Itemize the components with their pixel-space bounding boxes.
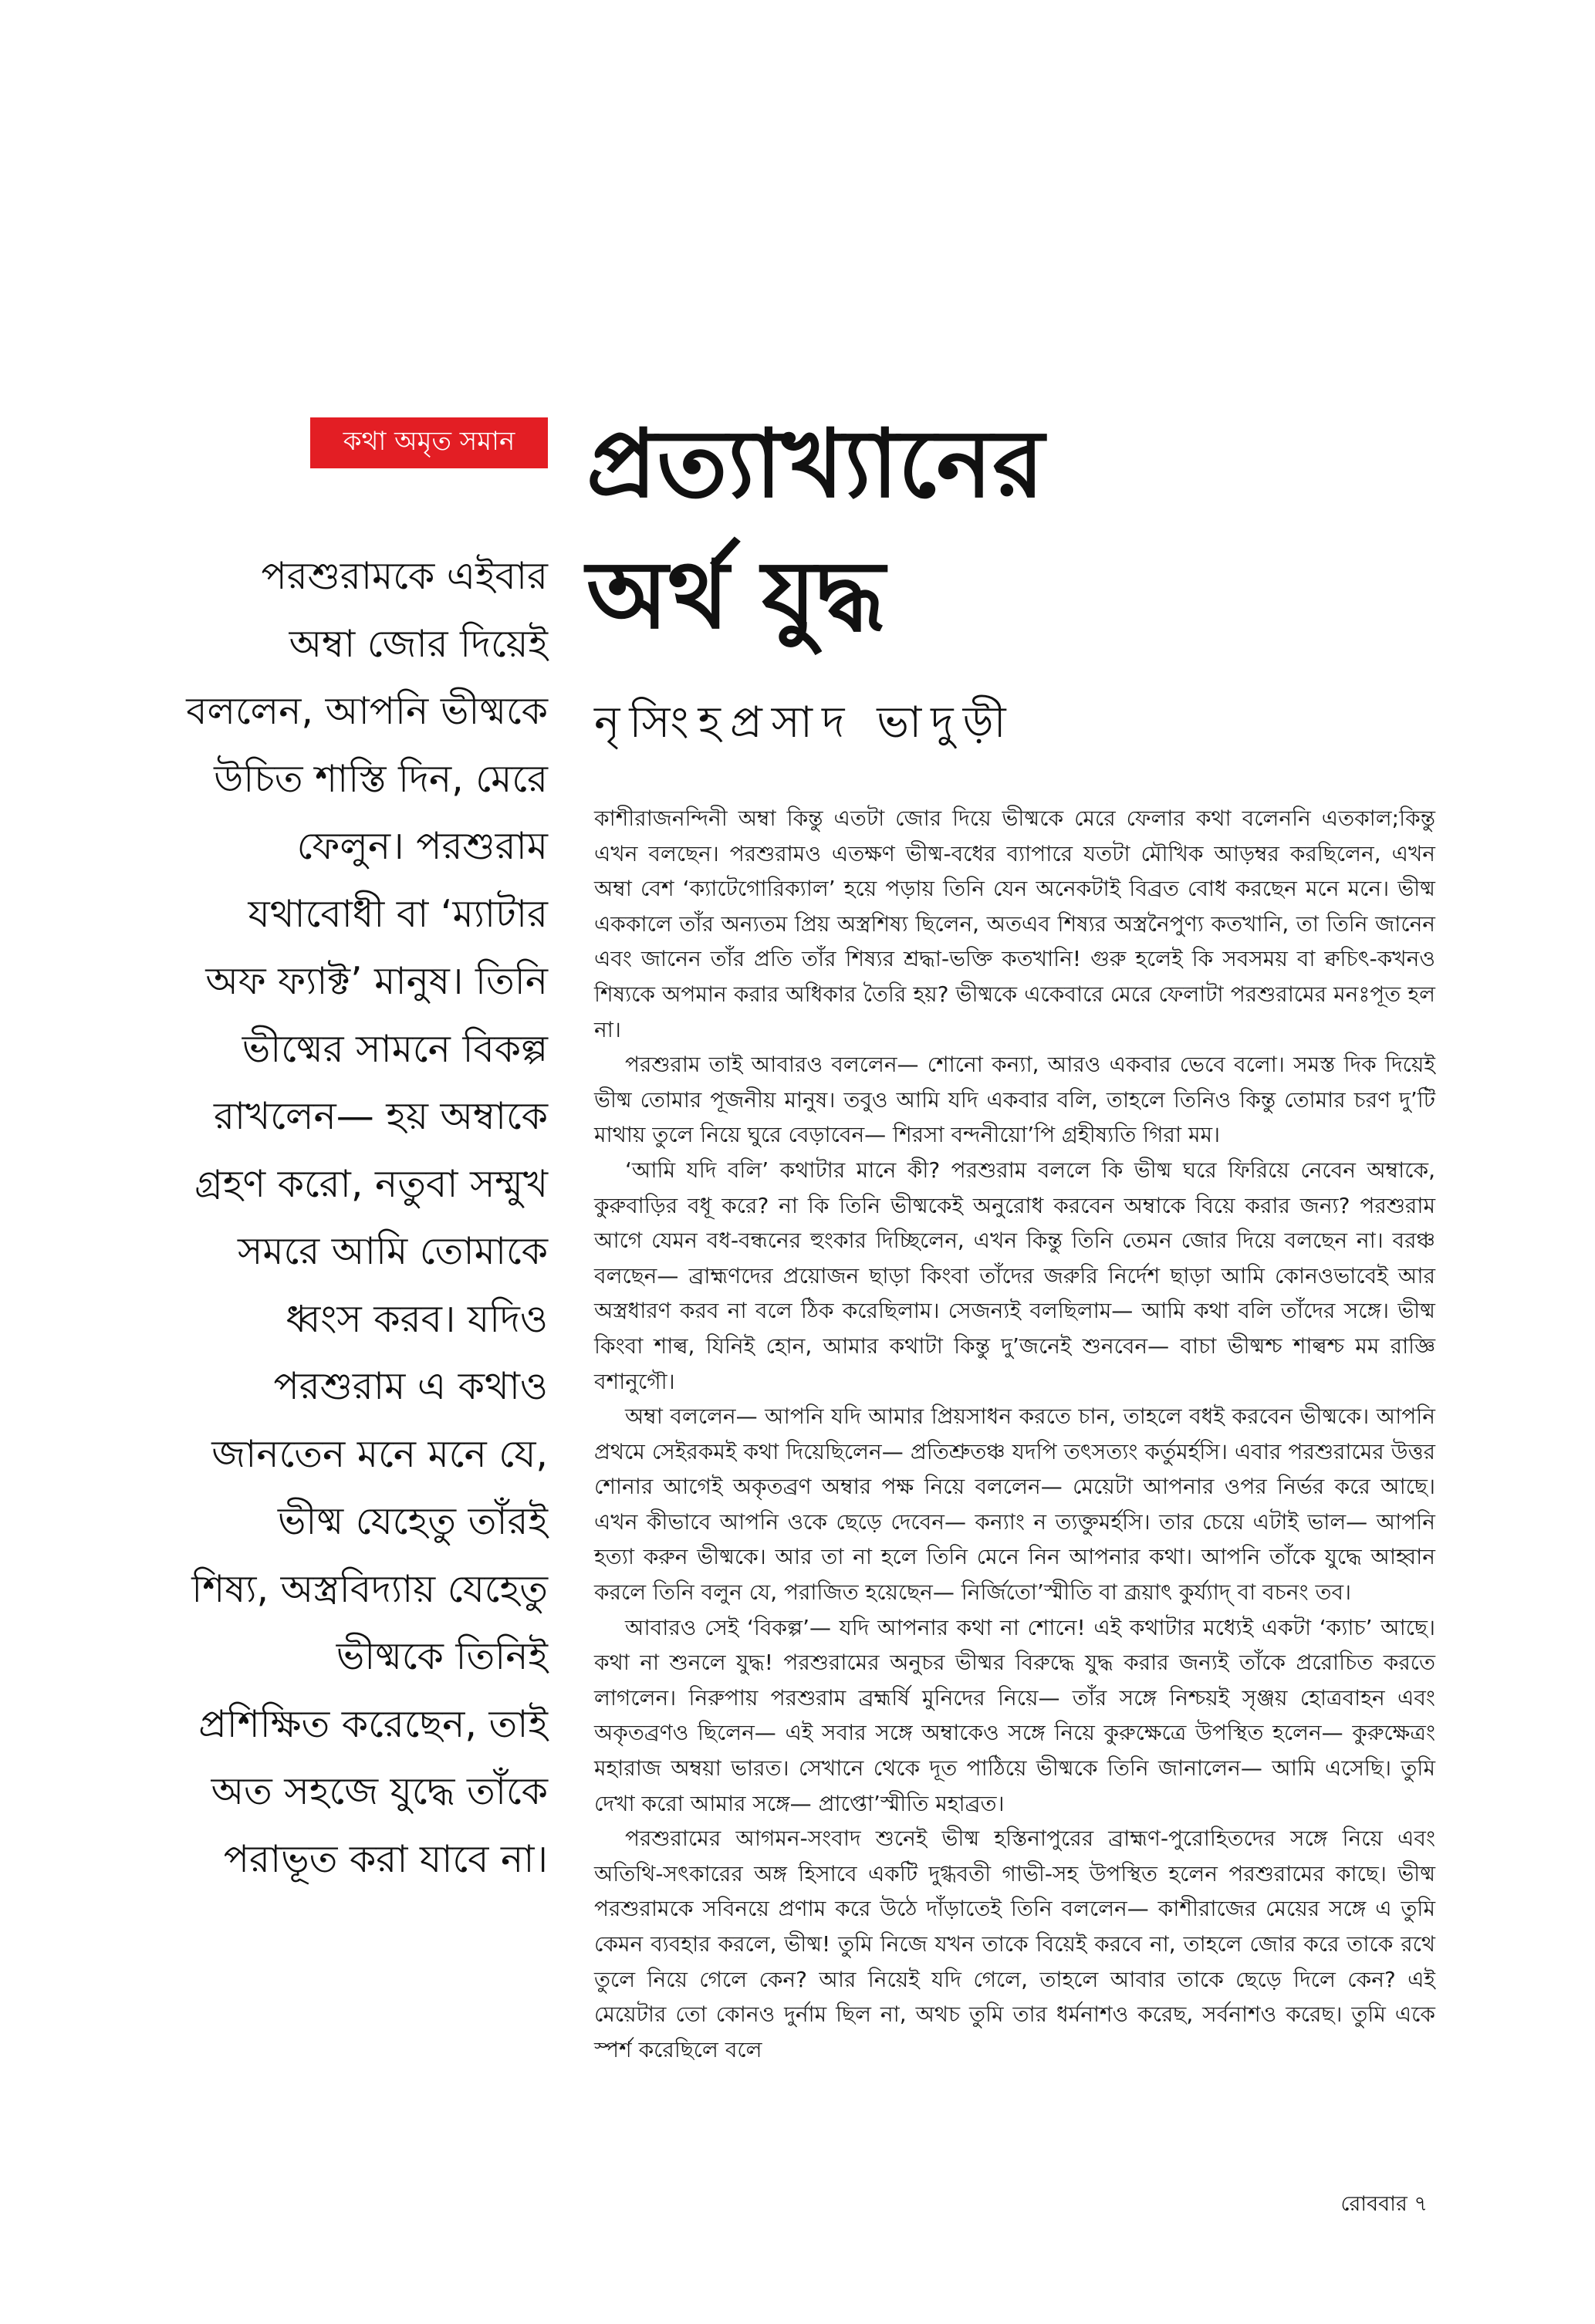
article-title: [586, 397, 1358, 660]
paragraph: অম্বা বললেন— আপনি যদি আমার প্রিয়সাধন করতে চান, তাহলে বধই করবেন ভীষ্মকে। আপনি প্রথমে সেইরকমই কথা দিয়েছিলেন— প্রতিশ্রুতঞ্চ যদপি তৎসত্যং কর্তুমর্হসি। এবার পরশুরামের উত্তর শোনার আগেই অকৃতব্রণ অম্বার পক্ষ নিয়ে বললেন— মেয়েটা আপনার ওপর নির্ভর করে আছে। এখন কীভাবে আপনি ওকে ছেড়ে দেবেন— কন্যাং ন ত্যক্তুমর্হসি। তার চেয়ে এটাই ভাল— আপনি হত্যা করুন ভীষ্মকে। আর তা না হলে তিনি মেনে নিন আপনার কথা। আপনি তাঁকে যুদ্ধে আহ্বান করলে তিনি বলুন যে, পরাজিত হয়েছেন— নির্জিতো’স্মীতি বা ব্রূয়াৎ কুর্য্যাদ্ বা বচনং তব।: [594, 1404, 1435, 1606]
pull-quote-line: প্রশিক্ষিত করেছেন, তাই: [198, 1701, 548, 1746]
pull-quote-line: উচিত শাস্তি দিন, মেরে: [214, 756, 548, 801]
pull-quote-line: যথাবোধী বা ‘ম্যাটার: [248, 891, 548, 936]
pull-quote-line: ভীষ্মের সামনে বিকল্প: [242, 1026, 548, 1071]
pull-quote-line: রাখলেন— হয় অম্বাকে: [213, 1094, 548, 1138]
paragraph: আবারও সেই ‘বিকল্প’— যদি আপনার কথা না শোনে! এই কথাটার মধ্যেই একটা ‘ক্যাচ’ আছে। কথা না শুনলে যুদ্ধ! পরশুরামের অনুচর ভীষ্মর বিরুদ্ধে যুদ্ধ করার জন্যই তাঁকে প্ররোচিত করতে লাগলেন। নিরুপায় পরশুরাম ব্রহ্মর্ষি মুনিদের নিয়ে— তাঁর সঙ্গে নিশ্চয়ই সৃঞ্জয় হোত্রবাহন এবং অকৃতব্রণও ছিলেন— এই সবার সঙ্গে অম্বাকেও সঙ্গে নিয়ে কুরুক্ষেত্রে উপস্থিত হলেন— কুরুক্ষেত্রং মহারাজ অম্বয়া ভারত। সেখানে থেকে দূত পাঠিয়ে ভীষ্মকে তিনি জানালেন— আমি এসেছি। তুমি দেখা করো আমার সঙ্গে— প্রাপ্তো’স্মীতি মহাব্রত।: [594, 1614, 1435, 1816]
title-line: অর্থ যুদ্ধ: [586, 539, 885, 650]
pull-quote-line: অত সহজে যুদ্ধে তাঁকে: [211, 1769, 548, 1813]
page-folio: রোববার ৭: [1340, 2192, 1428, 2216]
pull-quote-line: পরাভূত করা যাবে না।: [223, 1836, 548, 1881]
paragraph: কাশীরাজনন্দিনী অম্বা কিন্তু এতটা জোর দিয়ে ভীষ্মকে মেরে ফেলার কথা বলেননি এতকাল;কিন্তু এখন বলছেন। পরশুরামও এতক্ষণ ভীষ্ম-বধের ব্যাপারে যতটা মৌখিক আড়ম্বর করছিলেন, এখন অম্বা বেশ ‘ক্যাটেগোরিক্যাল’ হয়ে পড়ায় তিনি যেন অনেকটাই বিব্রত বোধ করছেন মনে মনে। ভীষ্ম এককালে তাঁর অন্যতম প্রিয় অস্ত্রশিষ্য ছিলেন, অতএব শিষ্যর অস্ত্রনৈপুণ্য কতখানি, তা তিনি জানেন এবং জানেন তাঁর প্রতি তাঁর শিষ্যর শ্রদ্ধা-ভক্তি কতখানি! গুরু হলেই কি সবসময় বা ক্বচিৎ-কখনও শিষ্যকে অপমান করার অধিকার তৈরি হয়? ভীষ্মকে একেবারে মেরে ফেলাটা পরশুরামের মনঃপূত হল না।: [594, 806, 1435, 1042]
pull-quote-line: ভীষ্ম যেহেতু তাঁরই: [277, 1499, 548, 1543]
article-body: [594, 801, 1435, 2067]
paragraph: ‘আমি যদি বলি’ কথাটার মানে কী? পরশুরাম বললে কি ভীষ্ম ঘরে ফিরিয়ে নেবেন অম্বাকে, কুরুবাড়ির বধূ করে? না কি তিনি ভীষ্মকেই অনুরোধ করবেন অম্বাকে বিয়ে করার জন্য? পরশুরাম আগে যেমন বধ-বন্ধনের হুংকার দিচ্ছিলেন, এখন কিন্তু তিনি তেমন জোর দিয়ে বলছেন না। বরঞ্চ বলছেন— ব্রাহ্মণদের প্রয়োজন ছাড়া কিংবা তাঁদের জরুরি নির্দেশ ছাড়া আমি কোনওভাবেই আর অস্ত্রধারণ করব না বলে ঠিক করেছিলাম। সেজন্যই বলছিলাম— আমি কথা বলি তাঁদের সঙ্গে। ভীষ্ম কিংবা শাল্ব, যিনিই হোন, আমার কথাটা কিন্তু দু’জনেই শুনবেন— বাচা ভীষ্মশ্চ শাল্বশ্চ মম রাজ্ঞি বশানুগৌ।: [594, 1157, 1435, 1394]
author-byline: নৃসিংহপ্রসাদ ভাদুড়ী: [594, 698, 1015, 748]
pull-quote-line: পরশুরাম এ কথাও: [273, 1364, 548, 1408]
pull-quote-line: পরশুরামকে এইবার: [261, 554, 548, 598]
pull-quote-line: ধ্বংস করব। যদিও: [286, 1296, 548, 1341]
paragraph: পরশুরামের আগমন-সংবাদ শুনেই ভীষ্ম হস্তিনাপুরের ব্রাহ্মণ-পুরোহিতদের সঙ্গে নিয়ে এবং অতিথি-সৎকারের অঙ্গ হিসাবে একটি দুগ্ধবতী গাভী-সহ উপস্থিত হলেন পরশুরামের কাছে। ভীষ্ম পরশুরামকে সবিনয়ে প্রণাম করে উঠে দাঁড়াতেই তিনি বললেন— কাশীরাজের মেয়ের সঙ্গে এ তুমি কেমন ব্যবহার করলে, ভীষ্ম! তুমি নিজে যখন তাকে বিয়েই করবে না, তাহলে জোর করে তাকে রথে তুলে নিয়ে গেলে কেন? আর নিয়েই যদি গেলে, তাহলে আবার তাকে ছেড়ে দিলে কেন? এই মেয়েটার তো কোনও দুর্নাম ছিল না, অথচ তুমি তার ধর্মনাশও করেছ, সর্বনাশও করেছ। তুমি একে স্পর্শ করেছিলে বলে: [594, 1826, 1435, 2062]
pull-quote-line: বললেন, আপনি ভীষ্মকে: [186, 689, 548, 733]
paragraph: পরশুরাম তাই আবারও বললেন— শোনো কন্যা, আরও একবার ভেবে বলো। সমস্ত দিক দিয়েই ভীষ্ম তোমার পূজনীয় মানুষ। তবুও আমি যদি একবার বলি, তাহলে তিনিও কিন্তু তোমার চরণ দু’টি মাথায় তুলে নিয়ে ঘুরে বেড়াবেন— শিরসা বন্দনীয়ো’পি গ্রহীষ্যতি গিরা মম।: [594, 1052, 1435, 1148]
pull-quote-line: গ্রহণ করো, নতুবা সম্মুখ: [194, 1161, 548, 1206]
pull-quote-line: সমরে আমি তোমাকে: [238, 1229, 548, 1273]
section-badge: কথা অমৃত সমান: [310, 417, 548, 468]
pull-quote-line: শিষ্য, অস্ত্রবিদ্যায় যেহেতু: [191, 1566, 548, 1611]
pull-quote-line: অফ ফ্যাক্ট’ মানুষ। তিনি: [205, 959, 548, 1003]
pull-quote-line: জানতেন মনে মনে যে,: [211, 1431, 548, 1476]
pull-quote-line: ভীষ্মকে তিনিই: [336, 1634, 548, 1678]
pull-quote: [147, 542, 548, 1893]
pull-quote-line: অম্বা জোর দিয়েই: [289, 621, 548, 666]
pull-quote-line: ফেলুন। পরশুরাম: [296, 824, 548, 868]
title-line: প্রত্যাখ্যানের: [586, 407, 1045, 519]
